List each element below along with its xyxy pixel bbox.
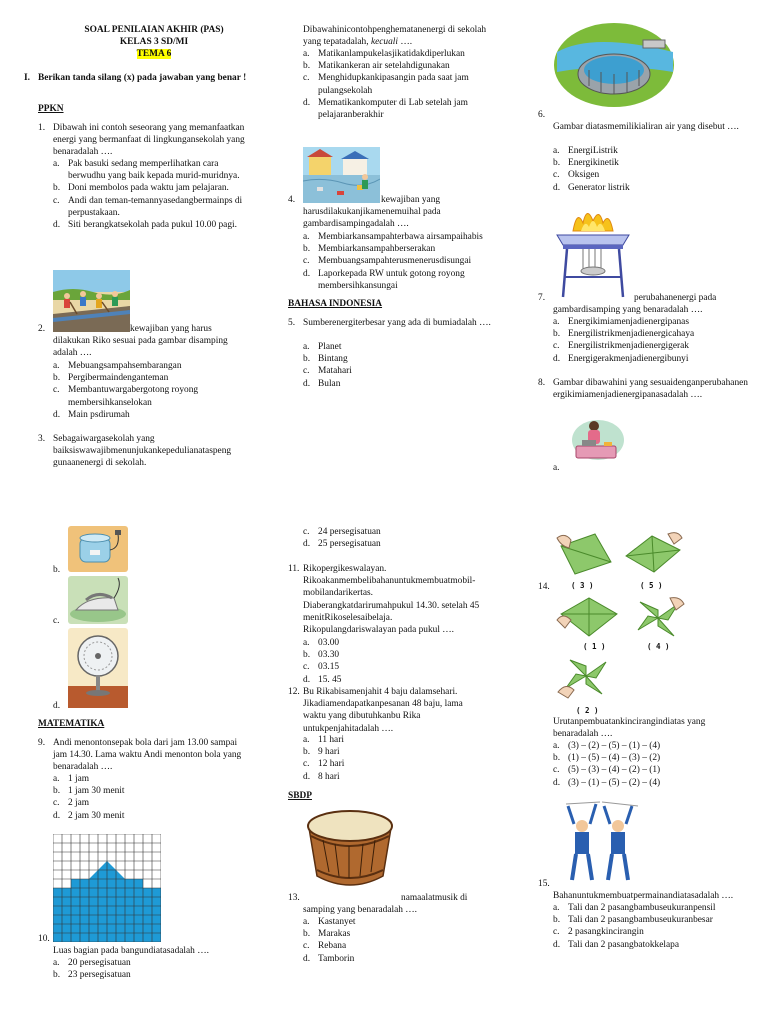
q15-options bbox=[553, 902, 753, 951]
q6-option-c[interactable]: c. Oksigen bbox=[553, 170, 600, 181]
q4-option-b[interactable]: b. Membiarkansampahberserakan bbox=[303, 244, 436, 255]
q4-option-a[interactable]: a. Membiarkansampahterbawa airsampaihabis bbox=[303, 232, 483, 242]
subject-bahasa: BAHASA INDONESIA bbox=[288, 299, 383, 309]
q15-option-b[interactable]: b. Tali dan 2 pasangbambuseukuranbesar bbox=[553, 915, 713, 926]
q14-step-3-label: ( 3 ) bbox=[571, 581, 594, 590]
q9-number: 9. bbox=[38, 738, 46, 748]
q1-options bbox=[53, 158, 248, 231]
q14-step-2-label: ( 2 ) bbox=[576, 706, 599, 715]
q5-option-d[interactable]: d. Bulan bbox=[303, 378, 341, 389]
q12-option-d[interactable]: d. 8 hari bbox=[303, 771, 340, 782]
q4-text-b: harusdilakukanjikamenemuihal pada gambardisampingadalah …. bbox=[303, 207, 441, 230]
q3-text: Sebagaiwargasekolah yang baiksiswawajibmenunjukankepedulianataspeng gunaanenergi di sekolah. bbox=[53, 434, 232, 469]
q15-number: 15. bbox=[538, 879, 550, 889]
q4-image-river-trash bbox=[303, 147, 380, 203]
q11-text: Rikopergikeswalayan. Rikoakanmembelibahanuntukmembuatmobil-mobilandarikertas. Diaberangkatdarirumahpukul 14.30. setelah 45 menitRikoselesaibelaja. Rikopulangdariswalayan pada pukul …. bbox=[303, 564, 480, 636]
q8-option-a-label[interactable]: a. bbox=[553, 463, 560, 473]
section-number: I. bbox=[24, 73, 30, 83]
q5-number: 5. bbox=[288, 318, 296, 328]
q9-option-a[interactable]: a. 1 jam bbox=[53, 774, 90, 784]
q15-option-a[interactable]: a. Tali dan 2 pasangbambuseukuranpensil bbox=[553, 903, 716, 913]
q10-options bbox=[53, 957, 248, 981]
q14-option-d[interactable]: d. (3) – (1) – (5) – (2) – (4) bbox=[553, 777, 661, 788]
q2-option-b[interactable]: b. Pergibermaindenganteman bbox=[53, 373, 169, 384]
q2-option-a[interactable]: a. Mebuangsampahsembarangan bbox=[53, 361, 182, 371]
q14-step-1-image bbox=[555, 594, 623, 640]
q2-text-b: dilakukan Riko sesuai pada gambar disamping adalah …. bbox=[53, 336, 228, 359]
q12-option-c[interactable]: c. 12 hari bbox=[303, 759, 345, 770]
q12-options bbox=[303, 734, 493, 783]
q6-option-a[interactable]: a. EnergiListrik bbox=[553, 146, 618, 156]
q14-step-1-label: ( 1 ) bbox=[583, 642, 606, 651]
q9-text: Andi menontonsepak bola dari jam 13.00 sampai jam 14.30. Lama waktu Andi menonton bola yang benaradalah …. bbox=[53, 738, 242, 773]
section-instruction: Berikan tanda silang (x) pada jawaban yang benar ! bbox=[38, 73, 247, 83]
q14-step-2-image bbox=[556, 652, 620, 702]
header-line2: KELAS 3 SD/MI bbox=[119, 37, 189, 47]
q12-option-b[interactable]: b. 9 hari bbox=[303, 747, 340, 758]
subject-ppkn: PPKN bbox=[38, 104, 64, 114]
q7-image-gas-stove bbox=[553, 205, 633, 301]
q6-option-b[interactable]: b. Energikinetik bbox=[553, 158, 619, 169]
q15-image-children-game bbox=[560, 800, 642, 886]
q14-step-4-image bbox=[630, 596, 686, 640]
q4-text-a: kewajiban yang bbox=[381, 195, 441, 205]
q13-image-drum bbox=[303, 806, 397, 892]
q9-option-b[interactable]: b. 1 jam 30 menit bbox=[53, 786, 125, 797]
q3-option-a[interactable]: a. Matikanlampukelasjikatidakdiperlukan bbox=[303, 49, 465, 59]
q8-image-iron bbox=[68, 576, 128, 624]
q3-option-d[interactable]: d. Mematikankomputer di Lab setelah jam pelajaranberakhir bbox=[303, 97, 468, 121]
q2-number: 2. bbox=[38, 324, 46, 334]
q14-step-3-image bbox=[555, 528, 615, 578]
q6-number: 6. bbox=[538, 110, 546, 120]
q11-option-c[interactable]: c. 03.15 bbox=[303, 662, 340, 673]
q10-number: 10. bbox=[38, 934, 50, 944]
q7-option-d[interactable]: d. Energigerakmenjadienergibunyi bbox=[553, 353, 689, 364]
q12-option-a[interactable]: a. 11 hari bbox=[303, 735, 344, 745]
q2-text-a: kewajiban yang harus bbox=[130, 324, 212, 334]
q14-number: 14. bbox=[538, 582, 550, 592]
q10-grid-figure bbox=[53, 834, 161, 942]
q9-options bbox=[53, 773, 248, 822]
q11-options bbox=[303, 637, 493, 686]
q10-option-c[interactable]: c. 24 persegisatuan bbox=[303, 527, 381, 537]
subject-sbdp: SBDP bbox=[288, 791, 312, 801]
q7-option-c[interactable]: c. Energilistrikmenjadienergigerak bbox=[553, 341, 689, 352]
q13-text-b: samping yang benaradalah …. bbox=[303, 905, 418, 915]
q11-option-d[interactable]: d. 15. 45 bbox=[303, 674, 342, 685]
q15-option-c[interactable]: c. 2 pasangkincirangin bbox=[553, 927, 644, 938]
q13-options bbox=[303, 916, 493, 965]
q11-option-a[interactable]: a. 03.00 bbox=[303, 638, 340, 648]
subject-matematika: MATEMATIKA bbox=[38, 719, 105, 729]
q12-text: Bu Rikabisamenjahit 4 baju dalamsehari. Jikadiamendapatkanpesanan 48 baju, lama waktu yang dibutuhkanbu Rika untukpenjahitadalah …. bbox=[303, 687, 463, 734]
q10-option-b[interactable]: b. 23 persegisatuan bbox=[53, 970, 131, 981]
q11-option-b[interactable]: b. 03.30 bbox=[303, 650, 340, 661]
q13-text-a: namaalatmusik di bbox=[401, 893, 468, 903]
q8-number: 8. bbox=[538, 378, 546, 388]
q14-options bbox=[553, 740, 748, 789]
q8-image-cooking bbox=[568, 416, 624, 464]
q7-text-a: perubahanenergi pada bbox=[634, 293, 717, 303]
q2-option-d[interactable]: d. Main psdirumah bbox=[53, 409, 130, 420]
q8-image-rice-cooker bbox=[68, 526, 128, 572]
q1-option-b[interactable]: b. Doni membolos pada waktu jam pelajaran. bbox=[53, 183, 229, 194]
q14-option-a[interactable]: a. (3) – (2) – (5) – (1) – (4) bbox=[553, 741, 661, 751]
q4-number: 4. bbox=[288, 195, 296, 205]
q4-option-c[interactable]: c. Membuangsampahterusmenerusdisungai bbox=[303, 256, 472, 267]
q14-step-4-label: ( 4 ) bbox=[647, 642, 670, 651]
q10-option-a[interactable]: a. 20 persegisatuan bbox=[53, 958, 131, 968]
q13-option-c[interactable]: c. Rebana bbox=[303, 941, 347, 952]
q1-option-c[interactable]: c. Andi dan teman-temannyasedangbermainps di perpustakaan. bbox=[53, 195, 243, 218]
q2-image-community-cleanup bbox=[53, 270, 130, 332]
q9-option-d[interactable]: d. 2 jam 30 menit bbox=[53, 810, 125, 821]
q1-option-a[interactable]: a. Pak basuki sedang memperlihatkan cara berwudhu yang baik kepada murid-muridnya. bbox=[53, 159, 240, 182]
q14-text: Urutanpembuatankincirangindiatas yang benaradalah …. bbox=[553, 717, 706, 740]
q5-options bbox=[303, 341, 493, 390]
header-line1: SOAL PENILAIAN AKHIR (PAS) bbox=[84, 25, 224, 35]
q1-option-d[interactable]: d. Siti berangkatsekolah pada pukul 10.00 pagi. bbox=[53, 220, 237, 231]
q5-option-c[interactable]: c. Matahari bbox=[303, 366, 352, 377]
q12-number: 12. bbox=[288, 687, 300, 697]
q8-text: Gambar dibawahini yang sesuaidenganperubahanenergikimiamenjadienergipanasadalah …. bbox=[553, 378, 748, 401]
q3-continuation-intro: Dibawahinicontohpenghematanenergi di sekolah yang tepatadalah, kecuali …. bbox=[303, 25, 487, 48]
q13-option-b[interactable]: b. Marakas bbox=[303, 929, 351, 940]
q3-option-c[interactable]: c. Menghidupkankipasangin pada saat jam pulangsekolah bbox=[303, 73, 469, 96]
q2-option-c[interactable]: c. Membantuwargabergotong royong membersihkanselokan bbox=[53, 385, 199, 408]
q3-number: 3. bbox=[38, 434, 46, 444]
q14-step-5-label: ( 5 ) bbox=[640, 581, 663, 590]
q13-option-d[interactable]: d. Tamborin bbox=[303, 953, 355, 964]
q4-option-d[interactable]: d. Laporkepada RW untuk gotong royong membersihkansungai bbox=[303, 268, 465, 291]
q9-option-c[interactable]: c. 2 jam bbox=[53, 798, 90, 809]
q2-options bbox=[53, 360, 248, 421]
q7-option-b[interactable]: b. Energilistrikmenjadienergicahaya bbox=[553, 329, 695, 340]
q15-option-d[interactable]: d. Tali dan 2 pasangbatokkelapa bbox=[553, 939, 680, 950]
q8-option-d-label[interactable]: d. bbox=[53, 701, 61, 711]
q6-option-d[interactable]: d. Generator listrik bbox=[553, 182, 630, 193]
q11-number: 11. bbox=[288, 564, 300, 574]
q8-option-c-label[interactable]: c. bbox=[53, 616, 60, 626]
q15-text: Bahanuntukmembuatpermainandiatasadalah …. bbox=[553, 891, 734, 901]
q1-text: Dibawah ini contoh seseorang yang memanfaatkan energi yang bermanfaat di lingkungansekolah yang benaradalah …. bbox=[53, 123, 245, 158]
q14-option-b[interactable]: b. (1) – (5) – (4) – (3) – (2) bbox=[553, 753, 661, 764]
q10-options-continued bbox=[303, 526, 493, 550]
q7-option-a[interactable]: a. Energikimiamenjadienergipanas bbox=[553, 317, 689, 327]
q3-options bbox=[303, 48, 493, 121]
q7-options bbox=[553, 316, 748, 365]
q10-option-d[interactable]: d. 25 persegisatuan bbox=[303, 539, 381, 550]
q7-text-b: gambardisamping yang benaradalah …. bbox=[553, 305, 703, 315]
q8-image-fan bbox=[68, 628, 128, 708]
q6-image-water-dam bbox=[553, 22, 675, 108]
q13-number: 13. bbox=[288, 893, 300, 903]
q4-options bbox=[303, 231, 498, 292]
q14-option-c[interactable]: c. (5) – (3) – (4) – (2) – (1) bbox=[553, 765, 661, 776]
q1-number: 1. bbox=[38, 123, 46, 133]
header-tema: TEMA 6 bbox=[136, 49, 172, 59]
q14-step-5-image bbox=[620, 528, 686, 578]
q10-text: Luas bagian pada bangundiatasadalah …. bbox=[53, 946, 209, 956]
q8-option-b-label[interactable]: b. bbox=[53, 565, 61, 575]
q6-text: Gambar diatasmemilikialiran air yang disebut …. bbox=[553, 122, 739, 132]
q6-options bbox=[553, 145, 748, 194]
q5-text: Sumberenergiterbesar yang ada di bumiadalah …. bbox=[303, 318, 491, 328]
q7-number: 7. bbox=[538, 293, 546, 303]
q3-option-b[interactable]: b. Matikankeran air setelahdigunakan bbox=[303, 61, 450, 72]
q13-option-a[interactable]: a. Kastanyet bbox=[303, 917, 356, 927]
q5-option-b[interactable]: b. Bintang bbox=[303, 354, 348, 365]
q5-option-a[interactable]: a. Planet bbox=[303, 342, 342, 352]
